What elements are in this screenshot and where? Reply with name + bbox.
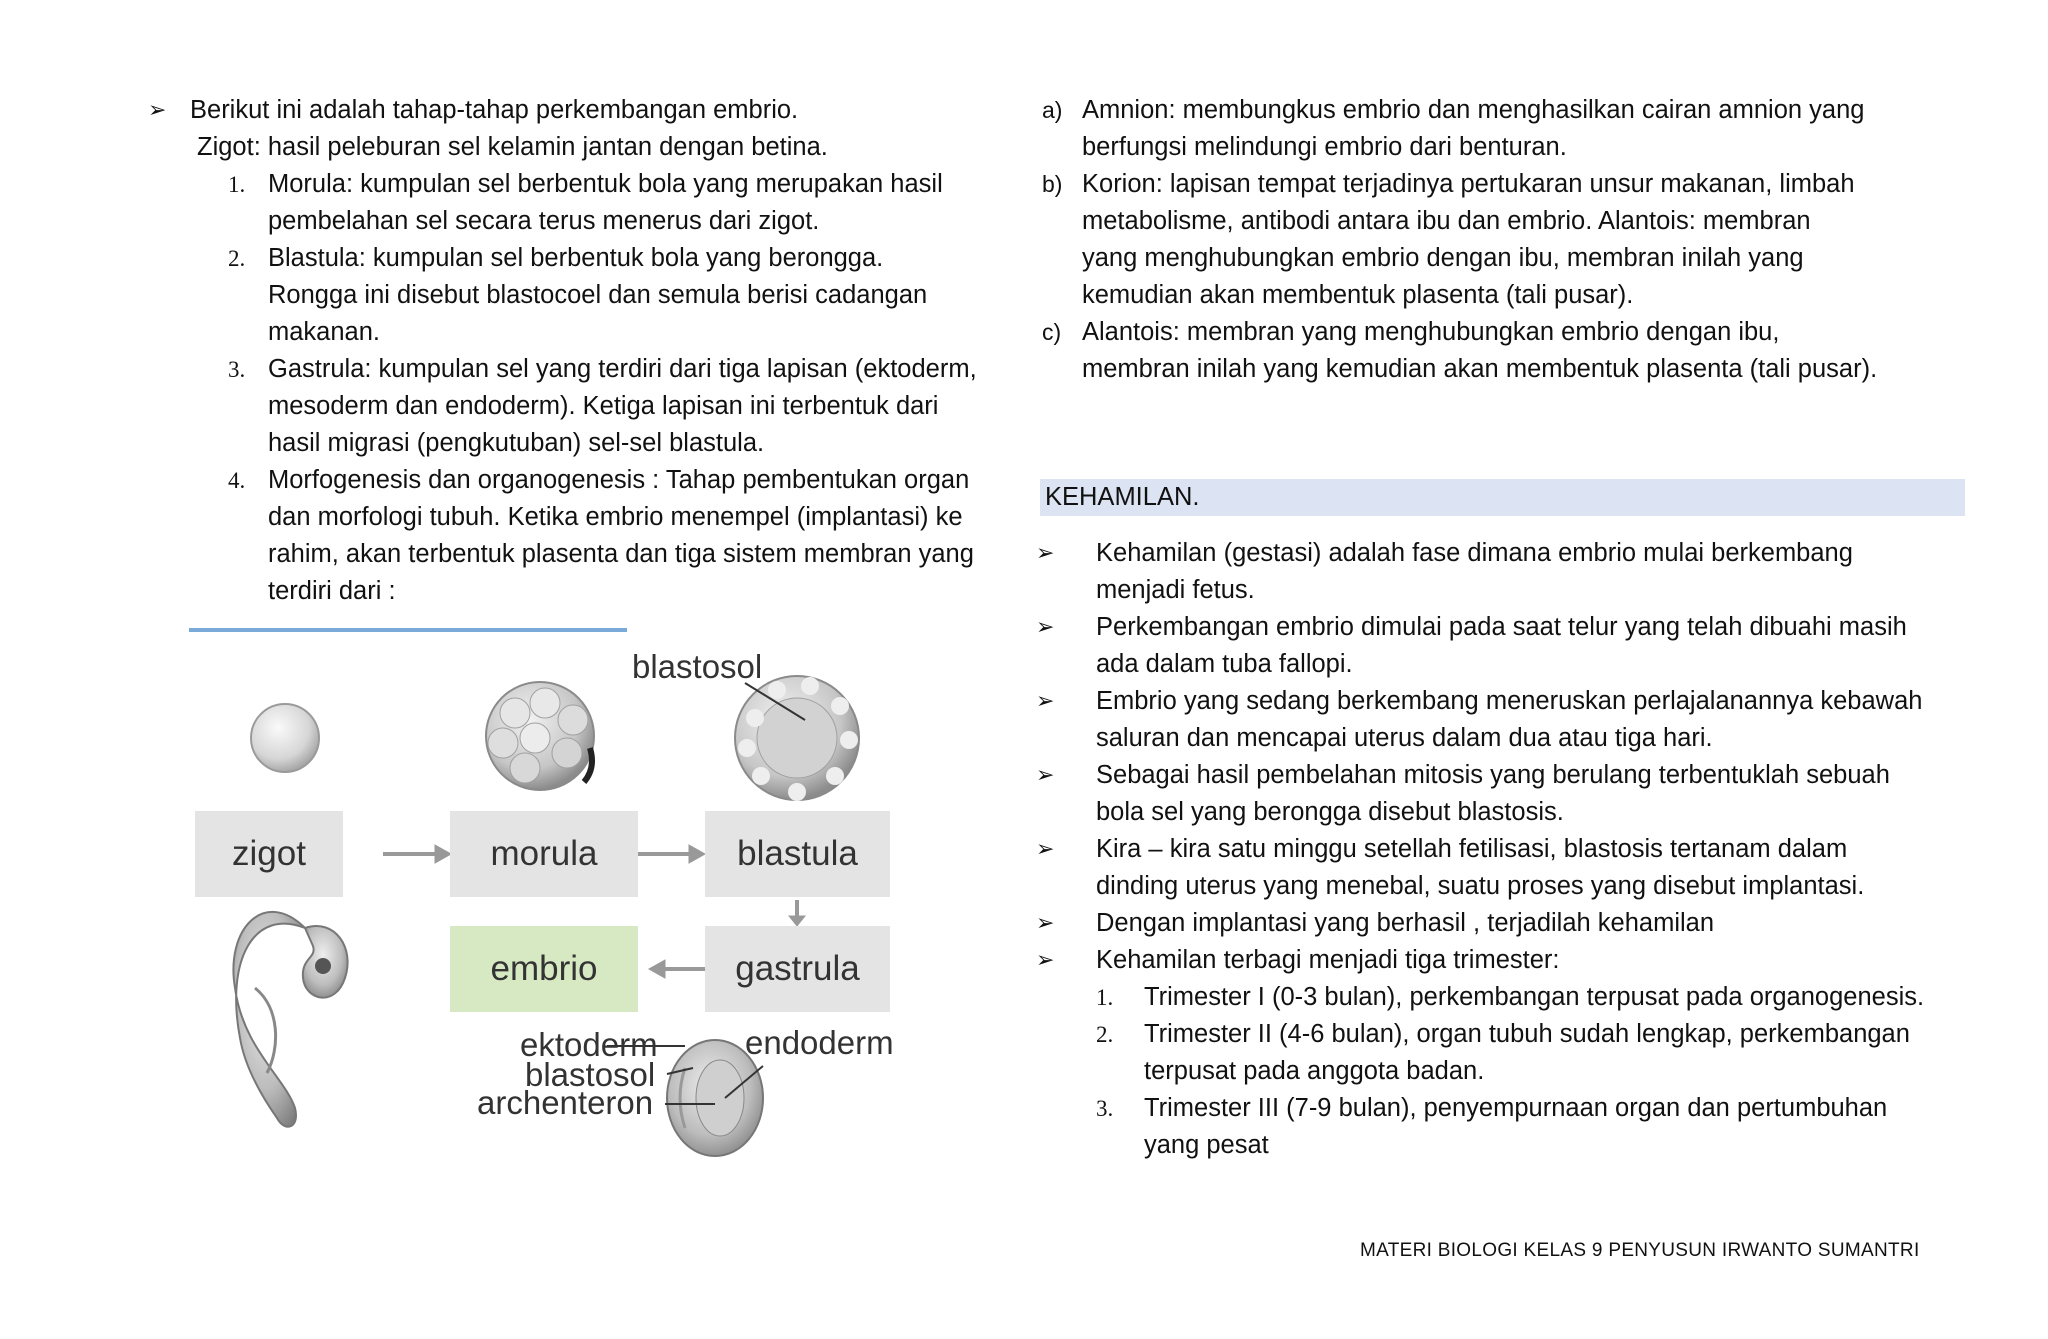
zigot-definition: Zigot: hasil peleburan sel kelamin jantan dengan betina. — [197, 133, 828, 161]
morula-box: morula — [450, 811, 638, 897]
trimester-item: 2. Trimester II (4-6 bulan), organ tubuh sudah lengkap, perkembangan terpusat pada anggota badan. — [1096, 1020, 1910, 1085]
kehamilan-list — [1030, 535, 1970, 1164]
section-title-kehamilan: KEHAMILAN. — [1040, 479, 1965, 516]
embrio-box: embrio — [450, 926, 638, 1012]
gastrula-box: gastrula — [705, 926, 890, 1012]
arrow-bullet-icon: ➢ — [1036, 763, 1055, 788]
arrow-bullet-icon: ➢ — [1036, 837, 1055, 862]
list-item: ➢ Embrio yang sedang berkembang meneruskan perlajalanannya kebawah saluran dan mencapai uterus dalam dua atau tiga hari. — [1030, 683, 1970, 757]
embryo-development-diagram — [185, 628, 915, 1168]
blastula-cell-illustration — [735, 676, 859, 801]
arrow-morula-to-blastula — [637, 845, 705, 863]
list-item: ➢ Kira – kira satu minggu setellah fetilisasi, blastosis tertanam dalam dinding uterus yang menebal, suatu proses yang disebut implantasi. — [1030, 831, 1970, 905]
list-item: ➢ Kehamilan (gestasi) adalah fase dimana embrio mulai berkembang menjadi fetus. — [1030, 535, 1970, 609]
label-blastosol-top: blastosol — [632, 648, 763, 685]
intro-text: Berikut ini adalah tahap-tahap perkembangan embrio. — [190, 96, 799, 124]
label-blastosol-bottom: blastosol — [525, 1056, 656, 1093]
blastula-box: blastula — [705, 811, 890, 897]
trimester-item: 3. Trimester III (7-9 bulan), penyempurnaan organ dan pertumbuhan yang pesat — [1096, 1094, 1888, 1159]
arrow-bullet-icon: ➢ — [1036, 541, 1055, 566]
list-item: ➢ Dengan implantasi yang berhasil , terjadilah kehamilan — [1030, 905, 1970, 942]
arrow-zigot-to-morula — [383, 845, 451, 863]
stage-item-gastrula: 3. Gastrula: kumpulan sel yang terdiri dari tiga lapisan (ektoderm, mesoderm dan endoderm). Ketiga lapisan ini terbentuk dari hasil migrasi (pengkutuban) sel-sel blastula. — [228, 355, 977, 457]
zigot-box: zigot — [195, 811, 343, 897]
intro-bullet — [148, 92, 1018, 129]
arrow-bullet-icon: ➢ — [1036, 615, 1055, 640]
label-ektoderm: ektoderm — [520, 1026, 658, 1063]
list-item: ➢ Kehamilan terbagi menjadi tiga trimester: — [1030, 942, 1970, 979]
membrane-item-alantois: c) Alantois: membran yang menghubungkan embrio dengan ibu, membran inilah yang kemudian akan membentuk plasenta (tali pusar). — [1042, 318, 1878, 383]
page-footer: MATERI BIOLOGI KELAS 9 PENYUSUN IRWANTO SUMANTRI — [1360, 1240, 1920, 1261]
zigot-cell-illustration — [251, 704, 319, 772]
arrow-bullet-icon: ➢ — [1036, 948, 1055, 973]
label-endoderm: endoderm — [745, 1024, 894, 1061]
trimester-item: 1. Trimester I (0-3 bulan), perkembangan terpusat pada organogenesis. — [1096, 983, 1925, 1011]
arrow-gastrula-to-embrio — [649, 960, 705, 978]
embrio-illustration — [233, 912, 347, 1127]
left-column — [148, 92, 1018, 610]
right-column — [1040, 92, 1960, 388]
arrow-blastula-to-gastrula — [789, 900, 805, 926]
stage-item-blastula: 2. Blastula: kumpulan sel berbentuk bola yang berongga. Rongga ini disebut blastocoel dan semula berisi cadangan makanan. — [228, 244, 928, 346]
list-item: ➢ Sebagai hasil pembelahan mitosis yang berulang terbentuklah sebuah bola sel yang berongga disebut blastosis. — [1030, 757, 1970, 831]
stage-item-morfogenesis: 4. Morfogenesis dan organogenesis : Tahap pembentukan organ dan morfologi tubuh. Ketika embrio menempel (implantasi) ke rahim, akan terbentuk plasenta dan tiga sistem membran yang terdiri dari : — [228, 466, 974, 605]
membrane-item-amnion: a) Amnion: membungkus embrio dan menghasilkan cairan amnion yang berfungsi melindungi embrio dari benturan. — [1042, 96, 1865, 161]
membrane-item-korion: b) Korion: lapisan tempat terjadinya pertukaran unsur makanan, limbah metabolisme, antibodi antara ibu dan embrio. Alantois: membran yang menghubungkan embrio dengan ibu, membran inilah yang kemudian akan membentuk plasenta (tali pusar). — [1042, 170, 1855, 309]
arrow-bullet-icon: ➢ — [1036, 689, 1055, 714]
arrow-bullet-icon: ➢ — [1036, 911, 1055, 936]
label-archenteron: archenteron — [477, 1084, 654, 1121]
list-item: ➢ Perkembangan embrio dimulai pada saat telur yang telah dibuahi masih ada dalam tuba fallopi. — [1030, 609, 1970, 683]
arrow-bullet-icon: ➢ — [148, 98, 167, 123]
stage-item-morula: 1. Morula: kumpulan sel berbentuk bola yang merupakan hasil pembelahan sel secara terus menerus dari zigot. — [228, 170, 943, 235]
morula-cell-illustration — [486, 682, 594, 790]
